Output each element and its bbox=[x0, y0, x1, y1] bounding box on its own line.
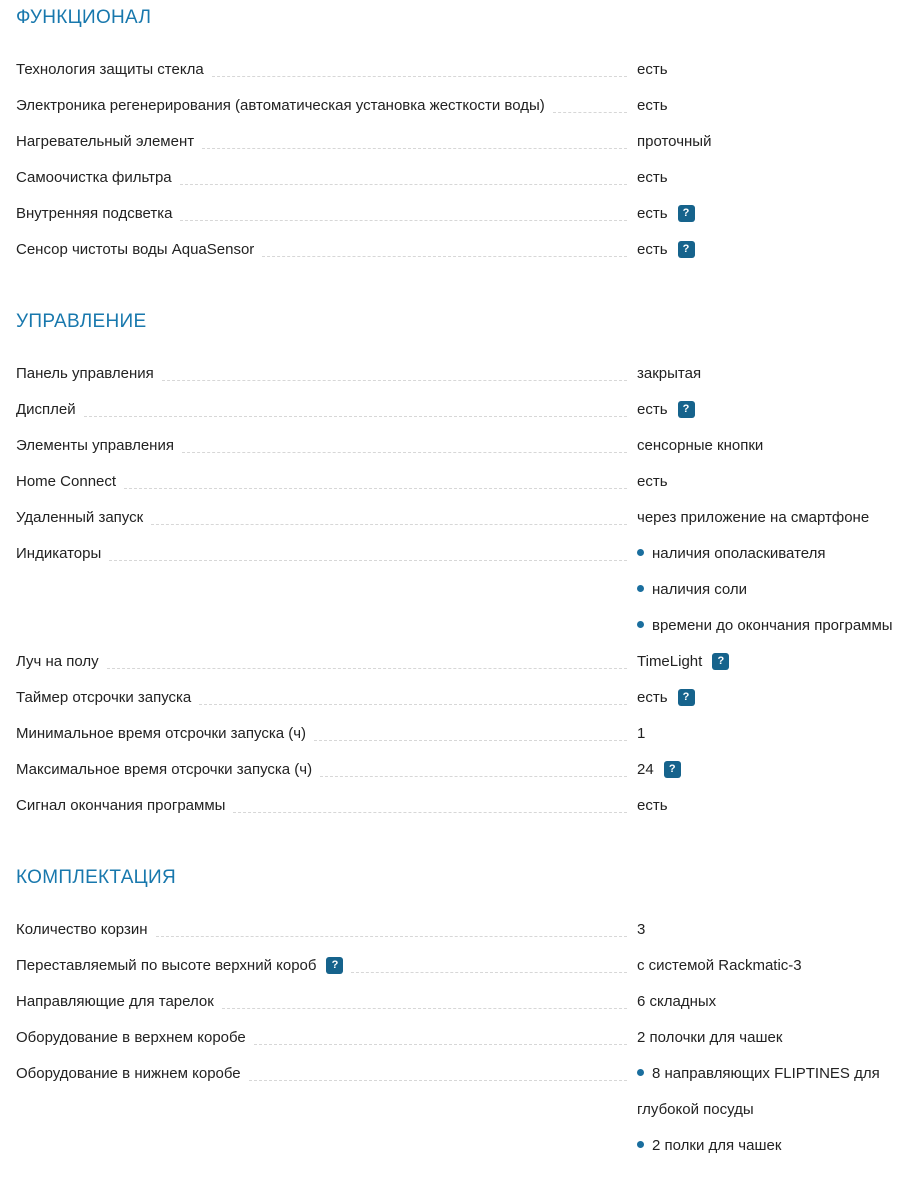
dotted-leader bbox=[180, 160, 627, 185]
spec-value-cell bbox=[637, 716, 911, 752]
dotted-leader bbox=[199, 680, 627, 705]
spec-row bbox=[16, 52, 911, 88]
spec-row bbox=[16, 912, 911, 948]
spec-label-cell bbox=[16, 356, 154, 392]
spec-label: Максимальное время отсрочки запуска (ч) bbox=[16, 761, 313, 778]
spec-value-cell bbox=[637, 232, 911, 268]
spec-value-cell bbox=[637, 160, 911, 196]
spec-label-cell bbox=[16, 124, 194, 160]
spec-row bbox=[16, 232, 911, 268]
spec-label: Количество корзин bbox=[16, 921, 148, 938]
spec-value-cell bbox=[637, 196, 911, 232]
spec-value-cell bbox=[637, 500, 911, 536]
spec-row bbox=[16, 88, 911, 124]
bullet-icon bbox=[637, 585, 644, 592]
spec-value: есть bbox=[637, 61, 668, 78]
help-icon[interactable]: ? bbox=[326, 957, 343, 974]
spec-value: есть bbox=[637, 97, 668, 114]
help-icon[interactable]: ? bbox=[678, 689, 695, 706]
spec-value: есть bbox=[637, 689, 668, 706]
spec-label: Таймер отсрочки запуска bbox=[16, 689, 192, 706]
spec-row bbox=[16, 788, 911, 824]
spec-label: Оборудование в верхнем коробе bbox=[16, 1029, 246, 1046]
spec-value: 24 bbox=[637, 761, 654, 778]
spec-label: Переставляемый по высоте верхний короб bbox=[16, 957, 317, 974]
spec-value: 8 направляющих FLIPTINES для глубокой посуды bbox=[637, 1065, 880, 1118]
bullet-icon bbox=[637, 1141, 644, 1148]
dotted-leader bbox=[233, 788, 627, 813]
spec-row bbox=[16, 1020, 911, 1056]
spec-value: проточный bbox=[637, 133, 712, 150]
dotted-leader bbox=[162, 356, 627, 381]
spec-label-cell bbox=[16, 196, 172, 232]
spec-label: Направляющие для тарелок bbox=[16, 993, 214, 1010]
spec-row bbox=[16, 644, 911, 680]
spec-label: Самоочистка фильтра bbox=[16, 169, 172, 186]
dotted-leader bbox=[320, 752, 627, 777]
spec-section bbox=[16, 310, 911, 824]
spec-row bbox=[16, 1056, 911, 1164]
spec-value: закрытая bbox=[637, 365, 702, 382]
spec-value-cell bbox=[637, 428, 911, 464]
spec-value-cell bbox=[637, 752, 911, 788]
spec-label: Сенсор чистоты воды AquaSensor bbox=[16, 241, 255, 258]
spec-value-cell bbox=[637, 392, 911, 428]
spec-value-cell bbox=[637, 356, 911, 392]
spec-value: 1 bbox=[637, 725, 646, 742]
spec-label-cell bbox=[16, 392, 76, 428]
spec-label-cell bbox=[16, 1020, 246, 1056]
spec-value-cell bbox=[637, 912, 911, 948]
spec-label-cell bbox=[16, 536, 101, 572]
spec-label-cell bbox=[16, 52, 204, 88]
spec-label-cell bbox=[16, 716, 306, 752]
spec-label-cell bbox=[16, 1056, 241, 1092]
spec-value-cell bbox=[637, 88, 911, 124]
spec-label-cell bbox=[16, 912, 148, 948]
dotted-leader bbox=[107, 644, 627, 669]
dotted-leader bbox=[151, 500, 627, 525]
spec-row bbox=[16, 680, 911, 716]
spec-label: Нагревательный элемент bbox=[16, 133, 195, 150]
spec-value: TimeLight bbox=[637, 653, 703, 670]
spec-value-cell bbox=[637, 124, 911, 160]
spec-label: Луч на полу bbox=[16, 653, 99, 670]
spec-label-cell bbox=[16, 88, 545, 124]
spec-label-cell bbox=[16, 428, 174, 464]
spec-label: Дисплей bbox=[16, 401, 76, 418]
spec-value: есть bbox=[637, 205, 668, 222]
spec-row bbox=[16, 500, 911, 536]
dotted-leader bbox=[553, 88, 627, 113]
spec-value-cell bbox=[637, 52, 911, 88]
spec-label: Панель управления bbox=[16, 365, 154, 382]
dotted-leader bbox=[182, 428, 627, 453]
spec-value-cell bbox=[637, 1020, 911, 1056]
spec-value: 2 полки для чашек bbox=[652, 1137, 782, 1154]
spec-row bbox=[16, 536, 911, 644]
spec-row bbox=[16, 356, 911, 392]
dotted-leader bbox=[249, 1056, 627, 1081]
spec-label-cell bbox=[16, 232, 254, 268]
spec-value-cell bbox=[637, 788, 911, 824]
dotted-leader bbox=[84, 392, 627, 417]
spec-label: Индикаторы bbox=[16, 545, 102, 562]
spec-row bbox=[16, 124, 911, 160]
spec-label: Удаленный запуск bbox=[16, 509, 144, 526]
spec-row bbox=[16, 948, 911, 984]
spec-value: есть bbox=[637, 473, 668, 490]
dotted-leader bbox=[124, 464, 627, 489]
spec-label-cell bbox=[16, 160, 172, 196]
help-icon[interactable]: ? bbox=[678, 205, 695, 222]
spec-value-cell bbox=[637, 536, 911, 644]
section-title: КОМПЛЕКТАЦИЯ bbox=[16, 867, 177, 888]
spec-section bbox=[16, 866, 911, 1164]
spec-label-cell bbox=[16, 500, 143, 536]
spec-value-cell bbox=[637, 680, 911, 716]
spec-label-cell bbox=[16, 752, 312, 788]
spec-value: 2 полочки для чашек bbox=[637, 1029, 783, 1046]
spec-label-cell bbox=[16, 644, 99, 680]
value-list-item bbox=[637, 572, 911, 608]
spec-label-cell bbox=[16, 680, 191, 716]
section-title: ФУНКЦИОНАЛ bbox=[16, 7, 152, 28]
bullet-icon bbox=[637, 621, 644, 628]
spec-section bbox=[16, 6, 911, 268]
spec-value: есть bbox=[637, 401, 668, 418]
spec-value-cell bbox=[637, 1056, 911, 1164]
dotted-leader bbox=[202, 124, 627, 149]
spec-value: наличия соли bbox=[652, 581, 748, 598]
value-list-item bbox=[637, 608, 911, 644]
spec-label: Внутренняя подсветка bbox=[16, 205, 173, 222]
help-icon[interactable]: ? bbox=[664, 761, 681, 778]
spec-label: Оборудование в нижнем коробе bbox=[16, 1065, 241, 1082]
spec-value-cell bbox=[637, 984, 911, 1020]
help-icon[interactable]: ? bbox=[678, 401, 695, 418]
spec-row bbox=[16, 160, 911, 196]
spec-value: времени до окончания программы bbox=[652, 617, 893, 634]
spec-value: через приложение на смартфоне bbox=[637, 509, 870, 526]
spec-label-cell bbox=[16, 788, 225, 824]
spec-value-cell bbox=[637, 464, 911, 500]
spec-label: Элементы управления bbox=[16, 437, 174, 454]
spec-row bbox=[16, 716, 911, 752]
spec-row bbox=[16, 464, 911, 500]
help-icon[interactable]: ? bbox=[712, 653, 729, 670]
dotted-leader bbox=[222, 984, 627, 1009]
spec-row bbox=[16, 428, 911, 464]
value-list-item bbox=[637, 536, 911, 572]
help-icon[interactable]: ? bbox=[678, 241, 695, 258]
dotted-leader bbox=[351, 948, 627, 973]
spec-value: с системой Rackmatic-3 bbox=[637, 957, 802, 974]
spec-row bbox=[16, 392, 911, 428]
spec-value: 3 bbox=[637, 921, 646, 938]
spec-label: Технология защиты стекла bbox=[16, 61, 204, 78]
value-list-item bbox=[637, 1128, 911, 1164]
spec-label-cell bbox=[16, 948, 343, 984]
spec-value: есть bbox=[637, 169, 668, 186]
dotted-leader bbox=[109, 536, 627, 561]
dotted-leader bbox=[212, 52, 627, 77]
dotted-leader bbox=[180, 196, 627, 221]
spec-row bbox=[16, 984, 911, 1020]
spec-label-cell bbox=[16, 464, 116, 500]
value-list-item bbox=[637, 1056, 911, 1128]
dotted-leader bbox=[314, 716, 627, 741]
bullet-icon bbox=[637, 549, 644, 556]
spec-value: 6 складных bbox=[637, 993, 717, 1010]
spec-value-cell bbox=[637, 948, 911, 984]
spec-value-cell bbox=[637, 644, 911, 680]
dotted-leader bbox=[254, 1020, 627, 1045]
spec-label: Электроника регенерирования (автоматическая установка жесткости воды) bbox=[16, 97, 545, 114]
spec-value: наличия ополаскивателя bbox=[652, 545, 826, 562]
spec-row bbox=[16, 196, 911, 232]
spec-label: Home Connect bbox=[16, 473, 117, 490]
spec-value: есть bbox=[637, 241, 668, 258]
spec-label: Минимальное время отсрочки запуска (ч) bbox=[16, 725, 307, 742]
spec-label-cell bbox=[16, 984, 214, 1020]
spec-value: есть bbox=[637, 797, 668, 814]
dotted-leader bbox=[262, 232, 627, 257]
spec-label: Сигнал окончания программы bbox=[16, 797, 226, 814]
spec-page bbox=[16, 6, 911, 1164]
bullet-icon bbox=[637, 1069, 644, 1076]
spec-row bbox=[16, 752, 911, 788]
section-title: УПРАВЛЕНИЕ bbox=[16, 311, 147, 332]
dotted-leader bbox=[156, 912, 627, 937]
spec-value: сенсорные кнопки bbox=[637, 437, 764, 454]
